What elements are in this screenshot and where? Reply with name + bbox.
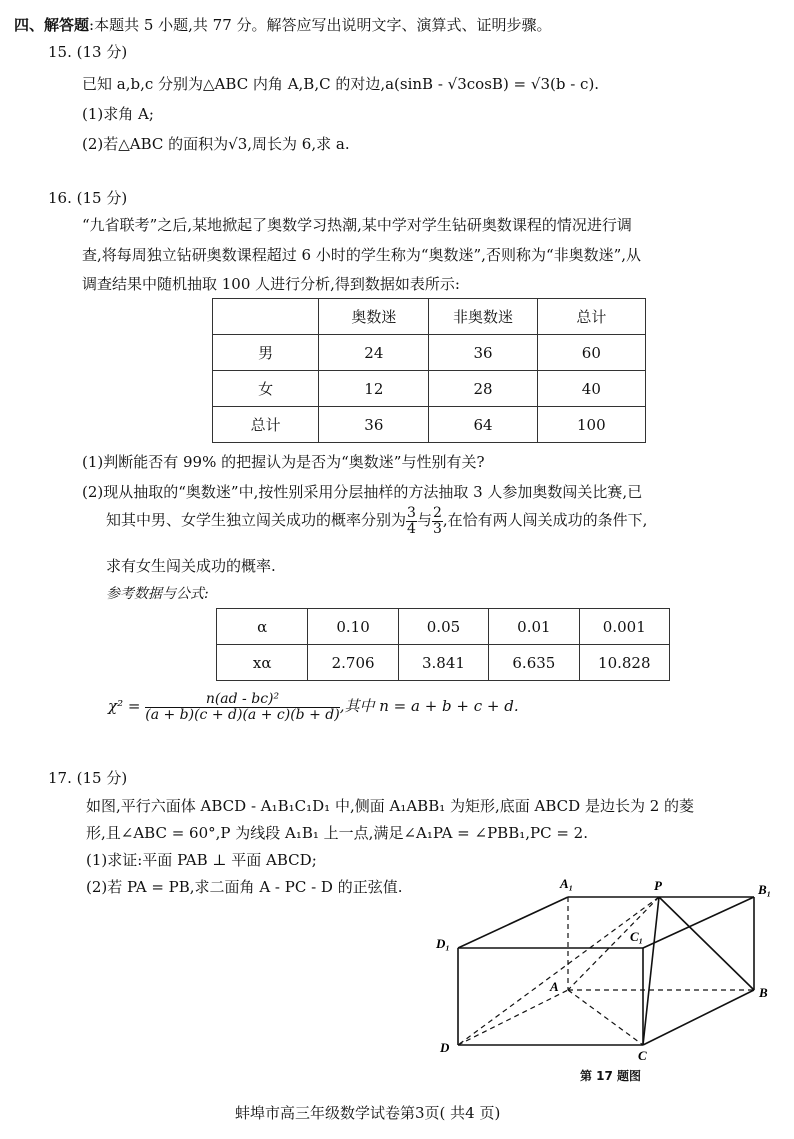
section-label: 四、解答题	[14, 16, 90, 34]
fraction-two-thirds	[432, 506, 443, 536]
segment-p-b	[659, 897, 754, 990]
formula-denominator: (a + b)(c + d)(a + c)(b + d)	[145, 706, 340, 723]
q15-score: (13 分)	[76, 43, 128, 61]
table-row	[217, 645, 670, 681]
table-cell: 24	[319, 335, 429, 371]
q16-part2-text-c: ,在恰有两人闯关成功的条件下,	[442, 511, 648, 530]
section-instructions: :本题共 5 小题,共 77 分。解答应写出说明文字、演算式、证明步骤。	[89, 16, 552, 34]
q16-stem-line2: 查,将每周独立钻研奥数课程超过 6 小时的学生称为“奥数迷”,否则称为“非奥数迷”,从	[82, 246, 642, 264]
q17-score: (15 分)	[76, 769, 128, 787]
table-cell: xα	[217, 645, 308, 681]
table-cell: 36	[429, 335, 537, 371]
table-cell: 0.01	[489, 609, 579, 645]
table-cell: 28	[429, 371, 537, 407]
q16-part2-text-a: 知其中男、女学生独立闯关成功的概率分别为	[106, 511, 407, 530]
table-header-row	[213, 299, 646, 335]
q16-stem-line3: 调查结果中随机抽取 100 人进行分析,得到数据如表所示:	[82, 275, 460, 293]
parallelepiped-figure	[430, 870, 790, 1090]
formula-tail: ,其中 n = a + b + c + d.	[339, 697, 519, 716]
table-cell: 总计	[213, 407, 319, 443]
table-cell: 40	[537, 371, 645, 407]
fraction-denominator: 3	[432, 520, 442, 537]
figure-caption: 第 17 题图	[580, 1069, 642, 1083]
segment-p-c	[643, 897, 659, 1045]
page-footer: 蚌埠市高三年级数学试卷第3页( 共4 页)	[235, 1104, 501, 1122]
section-header	[14, 14, 552, 35]
q16-part2-line3: 求有女生闯关成功的概率.	[106, 557, 276, 575]
vertex-label-c: C	[638, 1048, 647, 1063]
fraction-denominator: 4	[407, 520, 416, 537]
q16-number: 16.	[48, 189, 72, 207]
table-cell: 36	[319, 407, 429, 443]
q16-part2-line2	[106, 506, 647, 536]
q16-part2-text-b: 与	[416, 511, 432, 530]
hidden-segment-p-d	[458, 897, 659, 1045]
q15-part2: (2)若△ABC 的面积为√3,周长为 6,求 a.	[82, 135, 350, 153]
q17-heading	[48, 767, 127, 788]
table-cell: 64	[429, 407, 537, 443]
q16-part1: (1)判断能否有 99% 的把握认为是否为“奥数迷”与性别有关?	[82, 453, 485, 471]
q16-stem-line1: “九省联考”之后,某地掀起了奥数学习热潮,某中学对学生钻研奥数课程的情况进行调	[82, 216, 632, 234]
table-cell: 10.828	[579, 645, 669, 681]
formula-lhs: χ² =	[108, 697, 141, 716]
q16-reference-title: 参考数据与公式:	[106, 586, 209, 602]
formula-fraction	[145, 692, 339, 722]
fraction-numerator: 3	[407, 505, 416, 521]
chi-square-formula	[108, 692, 519, 722]
table-row	[217, 609, 670, 645]
table-header-cell: 总计	[537, 299, 645, 335]
vertex-label-b: B	[759, 985, 768, 1000]
vertex-label-c1: C₁	[630, 929, 644, 944]
vertex-label-a1: A₁	[560, 876, 574, 891]
vertex-label-b1: B₁	[758, 882, 772, 897]
q16-part2-line1: (2)现从抽取的“奥数迷”中,按性别采用分层抽样的方法抽取 3 人参加奥数闯关比赛,已	[82, 483, 643, 501]
table-header-cell: 奥数迷	[319, 299, 429, 335]
table-row	[213, 407, 646, 443]
q16-reference-table	[216, 608, 670, 681]
vertex-label-d: D	[440, 1040, 450, 1055]
edge-c-b	[643, 990, 754, 1045]
q15-heading	[48, 41, 127, 62]
table-row	[213, 371, 646, 407]
hidden-segment-p-a	[568, 897, 659, 990]
vertex-label-d1: D₁	[436, 936, 450, 951]
table-cell: 0.05	[398, 609, 488, 645]
table-header-cell: 非奥数迷	[429, 299, 537, 335]
table-cell: 6.635	[489, 645, 579, 681]
table-cell: 3.841	[398, 645, 488, 681]
table-cell: 2.706	[308, 645, 398, 681]
table-cell: 100	[537, 407, 645, 443]
fraction-numerator: 2	[432, 505, 442, 521]
table-cell: α	[217, 609, 308, 645]
q17-stem-line2: 形,且∠ABC = 60°,P 为线段 A₁B₁ 上一点,满足∠A₁PA = ∠PBB₁,PC = 2.	[86, 824, 588, 842]
q16-heading	[48, 187, 127, 208]
q17-part2: (2)若 PA = PB,求二面角 A - PC - D 的正弦值.	[86, 878, 403, 896]
q15-stem: 已知 a,b,c 分别为△ABC 内角 A,B,C 的对边,a(sinB - √3cosB) = √3(b - c).	[82, 75, 600, 93]
q16-score: (15 分)	[76, 189, 128, 207]
vertex-label-a: A	[550, 979, 559, 994]
table-row	[213, 335, 646, 371]
hidden-segment-a-c	[568, 990, 643, 1045]
q17-number: 17.	[48, 769, 72, 787]
formula-numerator: n(ad - bc)²	[145, 692, 339, 708]
q17-part1: (1)求证:平面 PAB ⊥ 平面 ABCD;	[86, 851, 317, 869]
fraction-three-quarters	[406, 506, 417, 536]
edge-d1-a1	[458, 897, 568, 948]
q16-survey-table	[212, 298, 646, 443]
table-cell: 女	[213, 371, 319, 407]
table-header-cell	[213, 299, 319, 335]
q15-number: 15.	[48, 43, 72, 61]
q15-part1: (1)求角 A;	[82, 105, 154, 123]
table-cell: 60	[537, 335, 645, 371]
hidden-edge-d-a	[458, 990, 568, 1045]
vertex-label-p: P	[654, 878, 662, 893]
q17-stem-line1: 如图,平行六面体 ABCD - A₁B₁C₁D₁ 中,侧面 A₁ABB₁ 为矩形,底面 ABCD 是边长为 2 的菱	[86, 797, 695, 815]
table-cell: 12	[319, 371, 429, 407]
edge-c1-b1	[643, 897, 754, 948]
table-cell: 0.001	[579, 609, 669, 645]
table-cell: 0.10	[308, 609, 398, 645]
table-cell: 男	[213, 335, 319, 371]
